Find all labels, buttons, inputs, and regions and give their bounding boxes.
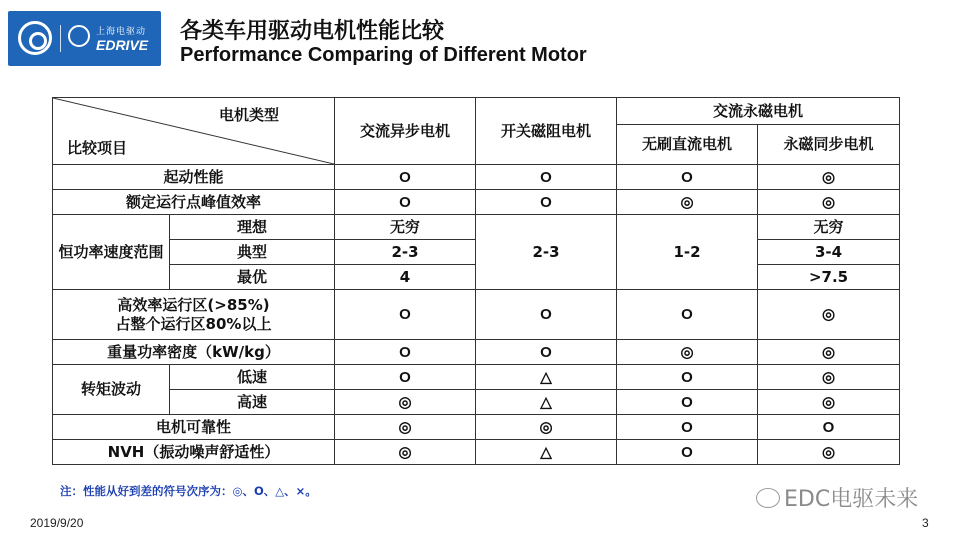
sublabel-ideal: 理想 [170, 215, 335, 240]
row-label-line-1: 高效率运行区(>85%) [117, 295, 270, 314]
rating-cell: △ [476, 440, 617, 465]
rating-cell: O [335, 165, 476, 190]
rating-cell: O [617, 390, 758, 415]
row-label-line-2: 占整个运行区80%以上 [115, 314, 272, 333]
table-row [53, 440, 900, 465]
row-label-constant-power-range: 恒功率速度范围 [53, 215, 170, 290]
logo-divider [60, 25, 61, 52]
rating-cell: ◎ [758, 290, 900, 340]
rating-cell: ◎ [758, 365, 900, 390]
value-cell: 3-4 [758, 240, 900, 265]
sublabel-high-speed: 高速 [170, 390, 335, 415]
rating-cell: O [617, 365, 758, 390]
rating-cell: △ [476, 390, 617, 415]
rating-cell: O [335, 340, 476, 365]
comparison-item-label: 比较项目 [67, 139, 128, 157]
corner-header-cell [53, 98, 335, 165]
rating-cell: ◎ [617, 340, 758, 365]
table-row [53, 415, 900, 440]
row-label-nvh: NVH（振动噪声舒适性） [53, 440, 335, 465]
rating-cell: O [335, 290, 476, 340]
value-cell: 无穷 [335, 215, 476, 240]
logo-chinese-text: 上海电驱动 [96, 27, 147, 37]
rating-cell: O [335, 365, 476, 390]
sublabel-typical: 典型 [170, 240, 335, 265]
col-header-switched-reluctance: 开关磁阻电机 [476, 98, 617, 165]
rating-cell: ◎ [758, 190, 900, 215]
value-cell: 无穷 [758, 215, 900, 240]
col-group-permanent-magnet: 交流永磁电机 [617, 98, 900, 125]
rating-cell: O [476, 190, 617, 215]
rating-cell: ◎ [758, 440, 900, 465]
motor-type-label: 电机类型 [218, 106, 279, 124]
symbol-legend-note: 注：性能从好到差的符号次序为：◎、O、△、×。 [60, 484, 317, 498]
page-number: 3 [922, 516, 929, 530]
rating-cell: O [476, 165, 617, 190]
table-row [53, 215, 900, 240]
rating-cell: ◎ [758, 340, 900, 365]
rating-cell: ◎ [335, 415, 476, 440]
rating-cell: O [617, 415, 758, 440]
company-emblem-icon [18, 21, 52, 55]
col-header-bldc: 无刷直流电机 [617, 125, 758, 165]
rating-cell: △ [476, 365, 617, 390]
col-header-pmsm: 永磁同步电机 [758, 125, 900, 165]
watermark-text: EDC电驱未来 [784, 487, 919, 512]
rating-cell: ◎ [617, 190, 758, 215]
slide-title-english: Performance Comparing of Different Motor [180, 44, 587, 66]
rating-cell: ◎ [335, 390, 476, 415]
value-cell: 2-3 [476, 215, 617, 290]
table-row [53, 340, 900, 365]
sublabel-best: 最优 [170, 265, 335, 290]
col-header-induction: 交流异步电机 [335, 98, 476, 165]
edrive-logo [8, 11, 161, 66]
rating-cell: ◎ [335, 440, 476, 465]
table-row [53, 365, 900, 390]
row-label-peak-efficiency: 额定运行点峰值效率 [53, 190, 335, 215]
row-label-torque-ripple: 转矩波动 [53, 365, 170, 415]
row-label-startup: 起动性能 [53, 165, 335, 190]
rating-cell: O [617, 165, 758, 190]
value-cell: 4 [335, 265, 476, 290]
table-row [53, 390, 900, 415]
table-row [53, 165, 900, 190]
row-label-reliability: 电机可靠性 [53, 415, 335, 440]
rating-cell: O [335, 190, 476, 215]
rating-cell: O [476, 340, 617, 365]
rating-cell: ◎ [476, 415, 617, 440]
value-cell: >7.5 [758, 265, 900, 290]
value-cell: 2-3 [335, 240, 476, 265]
rating-cell: O [476, 290, 617, 340]
wechat-icon [756, 488, 780, 508]
row-label-power-density: 重量功率密度（kW/kg） [53, 340, 335, 365]
rating-cell: O [617, 440, 758, 465]
rating-cell: O [617, 290, 758, 340]
value-cell: 1-2 [617, 215, 758, 290]
sublabel-low-speed: 低速 [170, 365, 335, 390]
slide-date: 2019/9/20 [30, 516, 84, 530]
edrive-symbol-icon [68, 25, 90, 47]
rating-cell: ◎ [758, 165, 900, 190]
logo-english-text: EDRIVE [96, 37, 149, 53]
table-row [53, 290, 900, 340]
row-label-high-efficiency-region [53, 290, 335, 340]
rating-cell: O [758, 415, 900, 440]
motor-comparison-table [52, 97, 900, 465]
rating-cell: ◎ [758, 390, 900, 415]
table-row [53, 190, 900, 215]
slide-title-chinese: 各类车用驱动电机性能比较 [180, 19, 445, 44]
